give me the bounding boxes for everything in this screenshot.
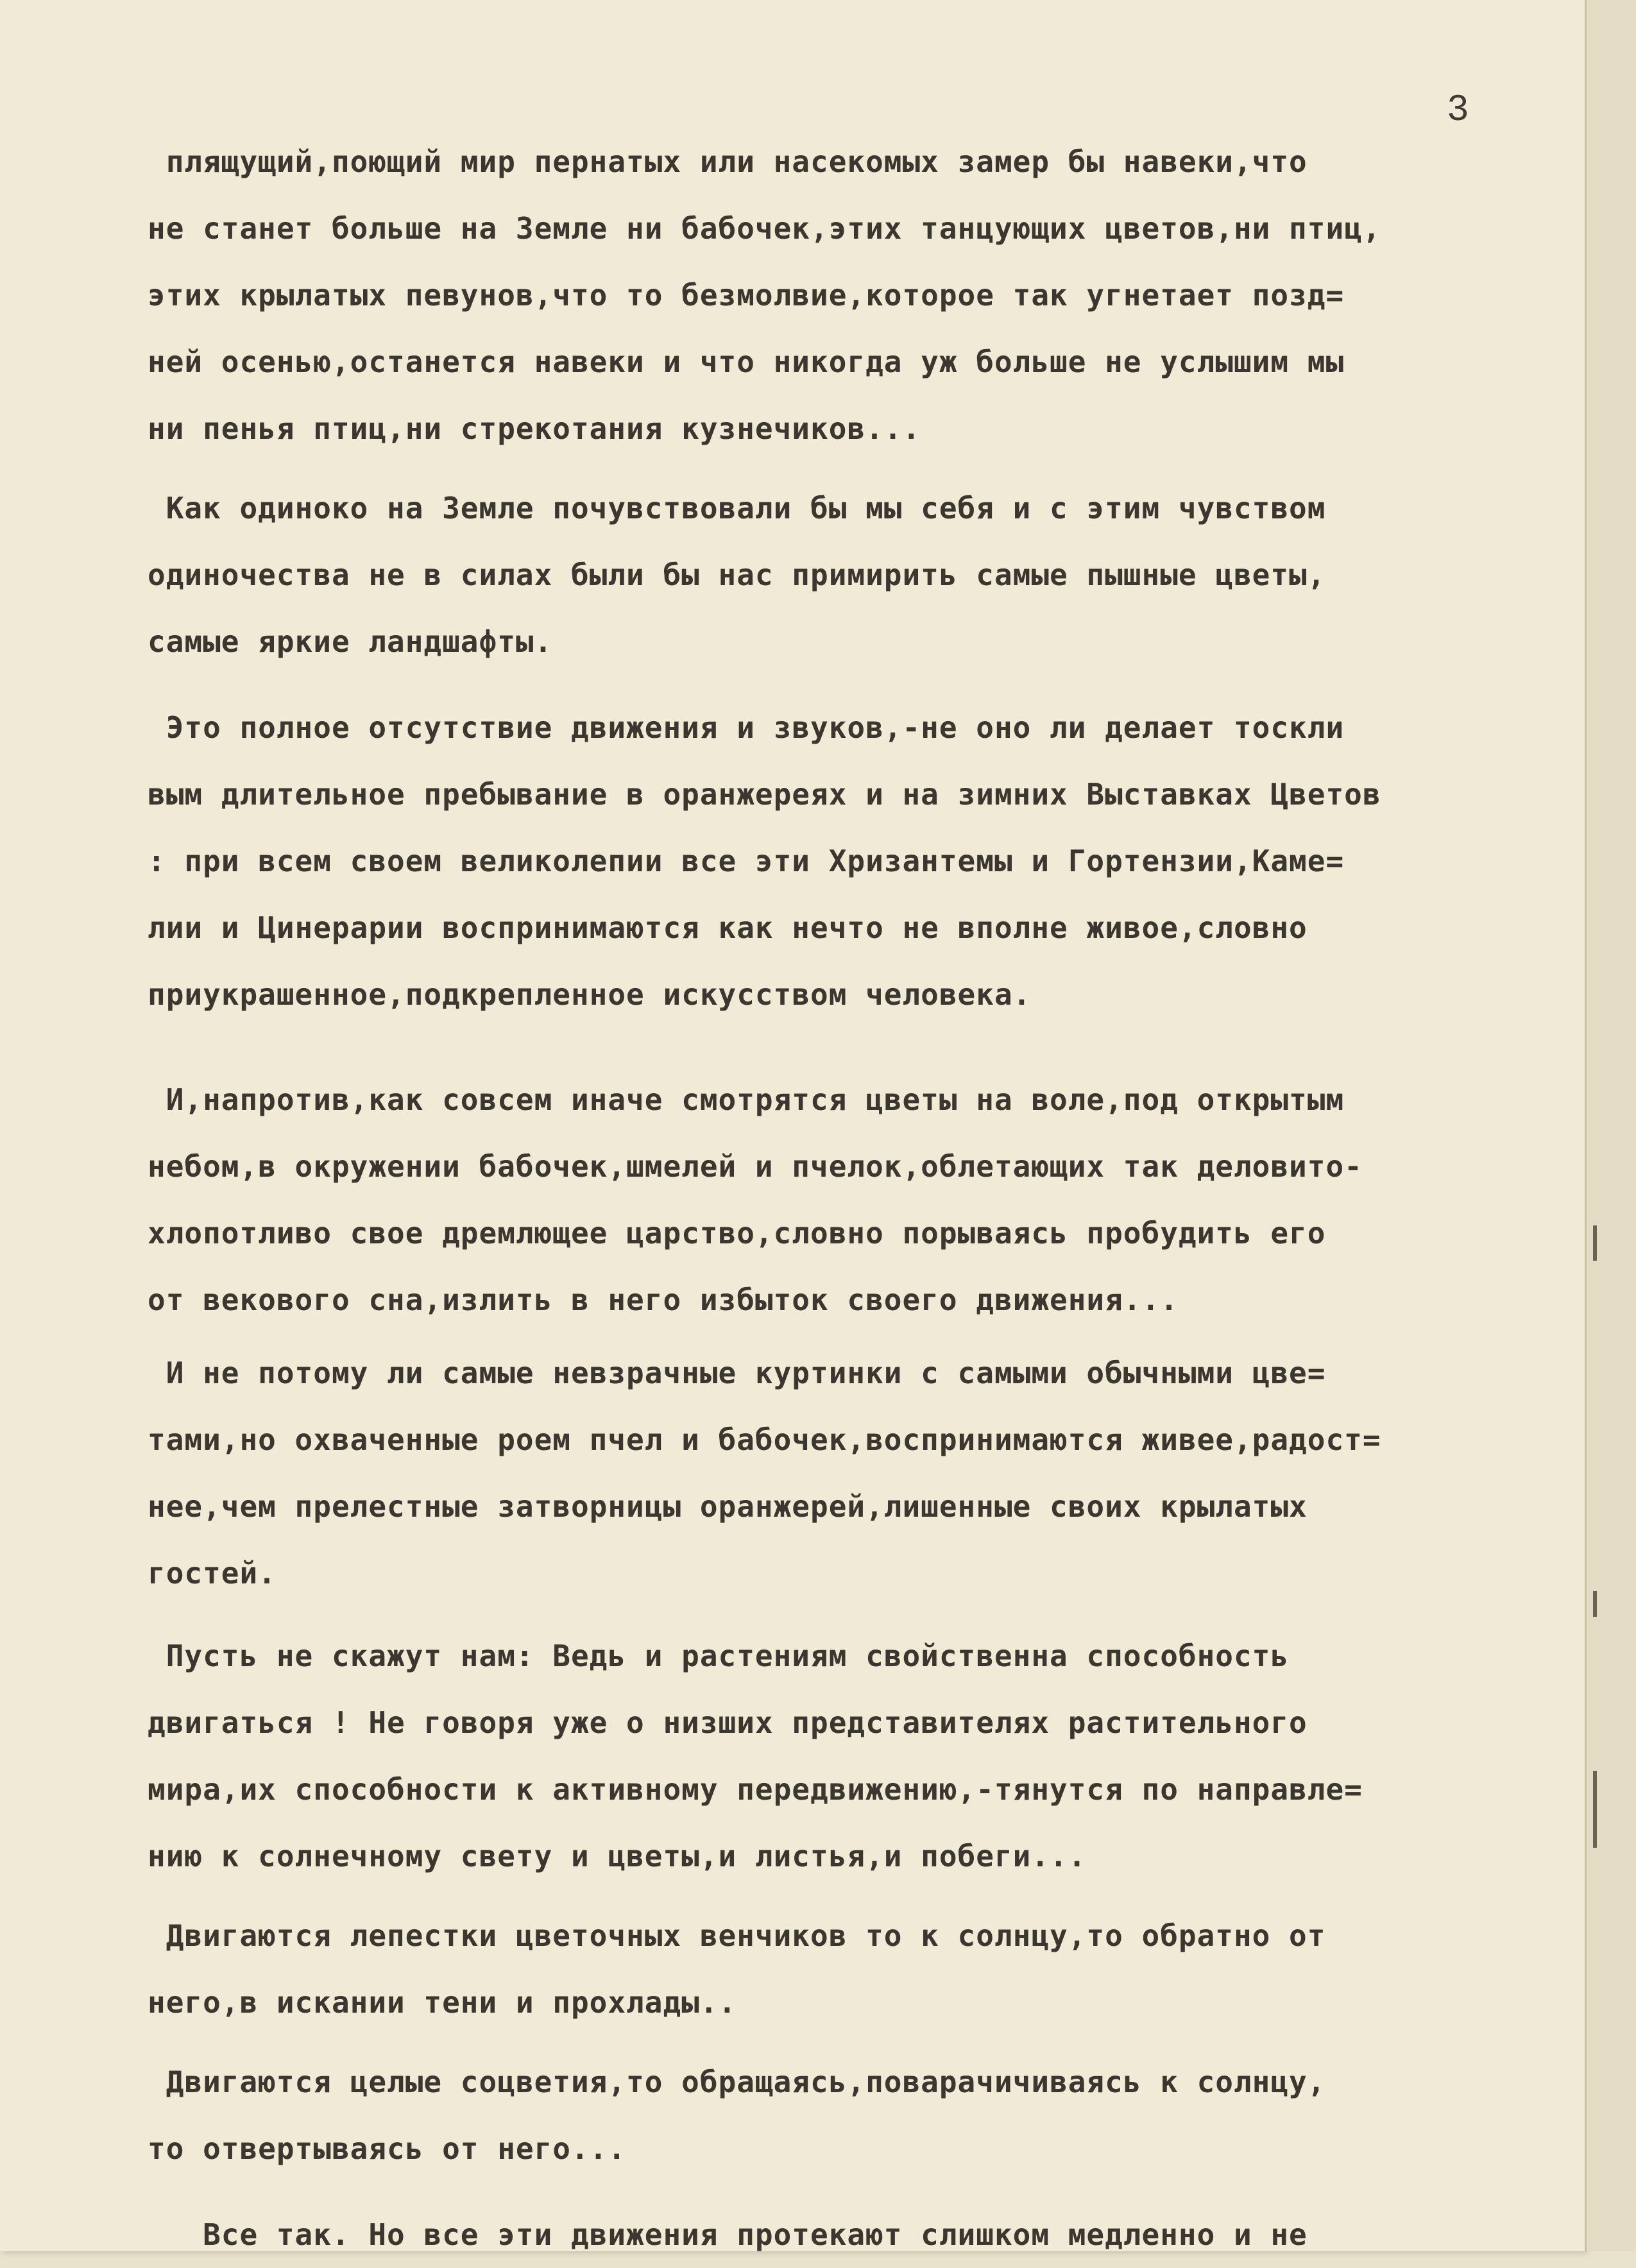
text-line: мира,их способности к активному передвижению,-тянутся по направле= <box>148 1772 1363 1807</box>
text-line: то отвертываясь от него... <box>148 2131 627 2166</box>
text-line: Это полное отсутствие движения и звуков,-не оно ли делает тоскли <box>148 710 1345 745</box>
paragraph <box>148 694 1585 1028</box>
text-line: двигаться ! Не говоря уже о низших представителях растительного <box>148 1705 1308 1740</box>
edge-mark <box>1593 1771 1597 1848</box>
text-line: гостей. <box>148 1556 277 1590</box>
text-line: И,напротив,как совсем иначе смотрятся цветы на воле,под открытым <box>148 1082 1345 1117</box>
text-line: не станет больше на Земле ни бабочек,этих танцующих цветов,ни птиц, <box>148 211 1381 246</box>
paragraph <box>148 1340 1585 1607</box>
text-line: небом,в окружении бабочек,шмелей и пчелок,облетающих так деловито- <box>148 1149 1363 1184</box>
paragraph <box>148 475 1585 675</box>
text-line: ней осенью,останется навеки и что никогда уж больше не услышим мы <box>148 345 1345 379</box>
text-line: Как одиноко на Земле почувствовали бы мы себя и с этим чувством <box>148 491 1326 525</box>
text-line: Пусть не скажут нам: Ведь и растениям свойственна способность <box>148 1639 1290 1673</box>
paragraph <box>148 2201 1585 2268</box>
text-line: плящущий,поющий мир пернатых или насекомых замер бы навеки,что <box>148 144 1308 179</box>
text-line: нее,чем прелестные затворницы оранжерей,лишенные своих крылатых <box>148 1489 1308 1524</box>
paragraph <box>148 1066 1585 1333</box>
text-line: него,в искании тени и прохлады.. <box>148 1985 737 2020</box>
text-line: : при всем своем великолепии все эти Хризантемы и Гортензии,Каме= <box>148 844 1345 878</box>
edge-mark <box>1593 1225 1597 1261</box>
text-line: И не потому ли самые невзрачные куртинки с самыми обычными цве= <box>148 1356 1326 1390</box>
text-line: лии и Цинерарии воспринимаются как нечто не вполне живое,словно <box>148 910 1308 945</box>
text-line: хлопотливо свое дремлющее царство,словно порываясь пробудить его <box>148 1216 1326 1250</box>
text-line: Двигаются лепестки цветочных венчиков то к солнцу,то обратно от <box>148 1918 1326 1953</box>
text-line: самые яркие ландшафты. <box>148 624 553 659</box>
page-number: 3 <box>1447 90 1469 132</box>
body-text <box>148 128 1585 2268</box>
text-line: от векового сна,излить в него избыток своего движения... <box>148 1283 1179 1317</box>
paragraph <box>148 1902 1585 2036</box>
text-line: тами,но охваченные роем пчел и бабочек,воспринимаются живее,радост= <box>148 1422 1381 1457</box>
next-page-edge <box>1585 0 1636 2251</box>
edge-mark <box>1593 1591 1597 1617</box>
text-line: Двигаются целые соцветия,то обращаясь,поварачичиваясь к солнцу, <box>148 2065 1326 2099</box>
paragraph <box>148 1623 1585 1889</box>
text-line: одиночества не в силах были бы нас примирить самые пышные цветы, <box>148 558 1326 592</box>
text-line: приукрашенное,подкрепленное искусством человека. <box>148 977 1032 1012</box>
text-line: вым длительное пребывание в оранжереях и на зимних Выставках Цветов <box>148 777 1381 812</box>
text-line: Все так. Но все эти движения протекают слишком медленно и не <box>148 2217 1308 2252</box>
paragraph <box>148 2049 1585 2182</box>
paragraph <box>148 128 1585 462</box>
text-line: ни пенья птиц,ни стрекотания кузнечиков... <box>148 411 921 446</box>
text-line: этих крылатых певунов,что то безмолвие,которое так угнетает позд= <box>148 278 1345 312</box>
text-line: нию к солнечному свету и цветы,и листья,и побеги... <box>148 1839 1087 1873</box>
